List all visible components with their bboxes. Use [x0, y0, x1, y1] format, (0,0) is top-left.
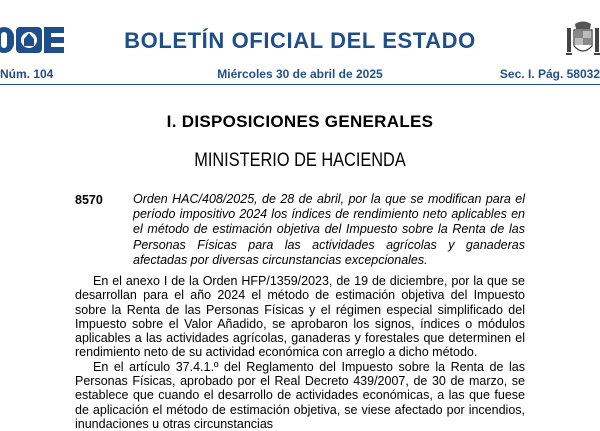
gazette-title: BOLETÍN OFICIAL DEL ESTADO: [124, 28, 476, 53]
body-paragraph: En el anexo I de la Orden HFP/1359/2023, de 19 de diciembre, por la que se desarrollan para el año 2024 el método de estimación objetiva del Impuesto sobre la Renta de las Personas Físicas y el régimen especial simplificado del Impuesto sobre el Valor Añadido, se aprobaron los signos, índices o módulos aplicables a las actividades agrícolas, ganaderas y forestales que determinen el rendimiento neto de su actividad económica con arreglo a dicho método.: [75, 274, 525, 360]
publication-date: Miércoles 30 de abril de 2025: [217, 67, 383, 81]
section-page: Sec. I. Pág. 58032: [499, 67, 600, 81]
spain-coat-of-arms-icon: [566, 20, 600, 60]
header-divider: [0, 84, 600, 85]
document-body: [75, 274, 525, 431]
order-summary: Orden HAC/408/2025, de 28 de abril, por la que se modifican para el período impositivo 2024 los índices de rendimiento neto aplicables en el método de estimación objetiva del Impuesto sobre la Renta de las Personas Físicas para las actividades agrícolas y ganaderas afectadas por diversas circunstancias excepcionales.: [133, 192, 525, 267]
ministry-heading: MINISTERIO DE HACIENDA: [194, 150, 406, 171]
issue-number: Núm. 104: [0, 67, 54, 81]
reference-number: 8570: [75, 193, 103, 207]
section-heading: I. DISPOSICIONES GENERALES: [166, 112, 434, 131]
body-paragraph: En el artículo 37.4.1.º del Reglamento del Impuesto sobre la Renta de las Personas Físicas, aprobado por el Real Decreto 439/2007, de 30 de marzo, se establece que cuando el desarrollo de actividades económicas, a las que fuese de aplicación el método de estimación objetiva, se viese afectado por incendios, inundaciones u otras circunstancias: [75, 359, 525, 431]
logo-text: BOE: [0, 25, 3, 26]
